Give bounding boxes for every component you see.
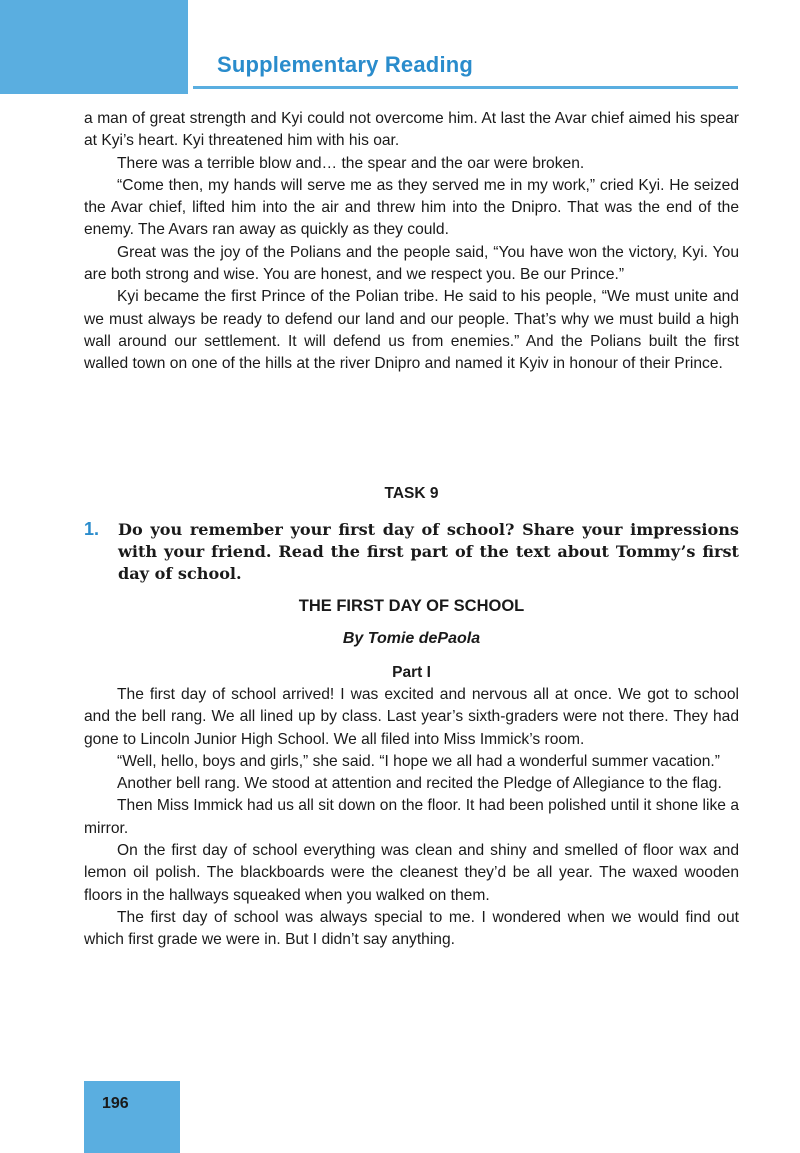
story-title: THE FIRST DAY OF SCHOOL: [298, 597, 525, 615]
task-item: [84, 519, 739, 585]
story-paragraph: “Well, hello, boys and girls,” she said. “I hope we all had a wonderful summer vacation.”: [117, 752, 720, 770]
section-title: Supplementary Reading: [217, 52, 474, 77]
passage-paragraph: Great was the joy of the Polians and the people said, “You have won the victory, Kyi. You are both strong and wise. You are honest, and we respect you. Be our Prince.”: [84, 243, 739, 284]
story-text: [84, 684, 739, 952]
story-paragraph: On the first day of school everything was clean and shiny and smelled of floor wax and lemon oil polish. The blackboards were the cleanest they’d be all year. The waxed wooden floors in the hallways squeaked when you walked on them.: [84, 842, 739, 904]
page-number: 196: [102, 1095, 129, 1112]
task-instruction: Do you remember your first day of school? Share your impressions with your friend. Read the first part of the text about Tommy’s first day of school.: [118, 520, 739, 583]
story-paragraph: The first day of school was always special to me. I wondered when we would find out which first grade we were in. But I didn’t say anything.: [84, 908, 739, 949]
passage-paragraph: a man of great strength and Kyi could not overcome him. At last the Avar chief aimed his spear at Kyi’s heart. Kyi threatened him with his oar.: [84, 110, 739, 150]
passage-text: [84, 108, 739, 376]
story-paragraph: The first day of school arrived! I was excited and nervous all at once. We got to school and the bell rang. We all lined up by class. Last year’s sixth-graders were not there. They had gone to Lincoln Junior High School. We all filed into Miss Immick’s room.: [84, 686, 739, 748]
task-number: 1.: [84, 519, 100, 539]
story-paragraph: Then Miss Immick had us all sit down on the floor. It had been polished until it shone like a mirror.: [84, 797, 739, 837]
passage-paragraph: Kyi became the first Prince of the Polian tribe. He said to his people, “We must unite and we must always be ready to defend our land and our people. That’s why we must build a high wall around our settlement. It will defend us from enemies.” And the Polians built the first walled town on one of the hills at the river Dnipro and named it Kyiv in honour of their Prince.: [84, 288, 739, 373]
story-author: By Tomie dePaola: [342, 630, 481, 647]
story-paragraph: Another bell rang. We stood at attention and recited the Pledge of Allegiance to the flag.: [117, 775, 722, 793]
part-label: Part I: [392, 664, 431, 681]
task-title: TASK 9: [384, 485, 439, 502]
passage-paragraph: There was a terrible blow and… the spear and the oar were broken.: [117, 154, 585, 172]
header-divider: [193, 86, 738, 89]
passage-paragraph: “Come then, my hands will serve me as they served me in my work,” cried Kyi. He seized the Avar chief, lifted him into the air and threw him into the Dnipro. That was the end of the enemy. The Avars ran away as quickly as they could.: [84, 176, 739, 239]
header-corner-block: [0, 0, 188, 94]
page-number-box: [84, 1081, 180, 1153]
